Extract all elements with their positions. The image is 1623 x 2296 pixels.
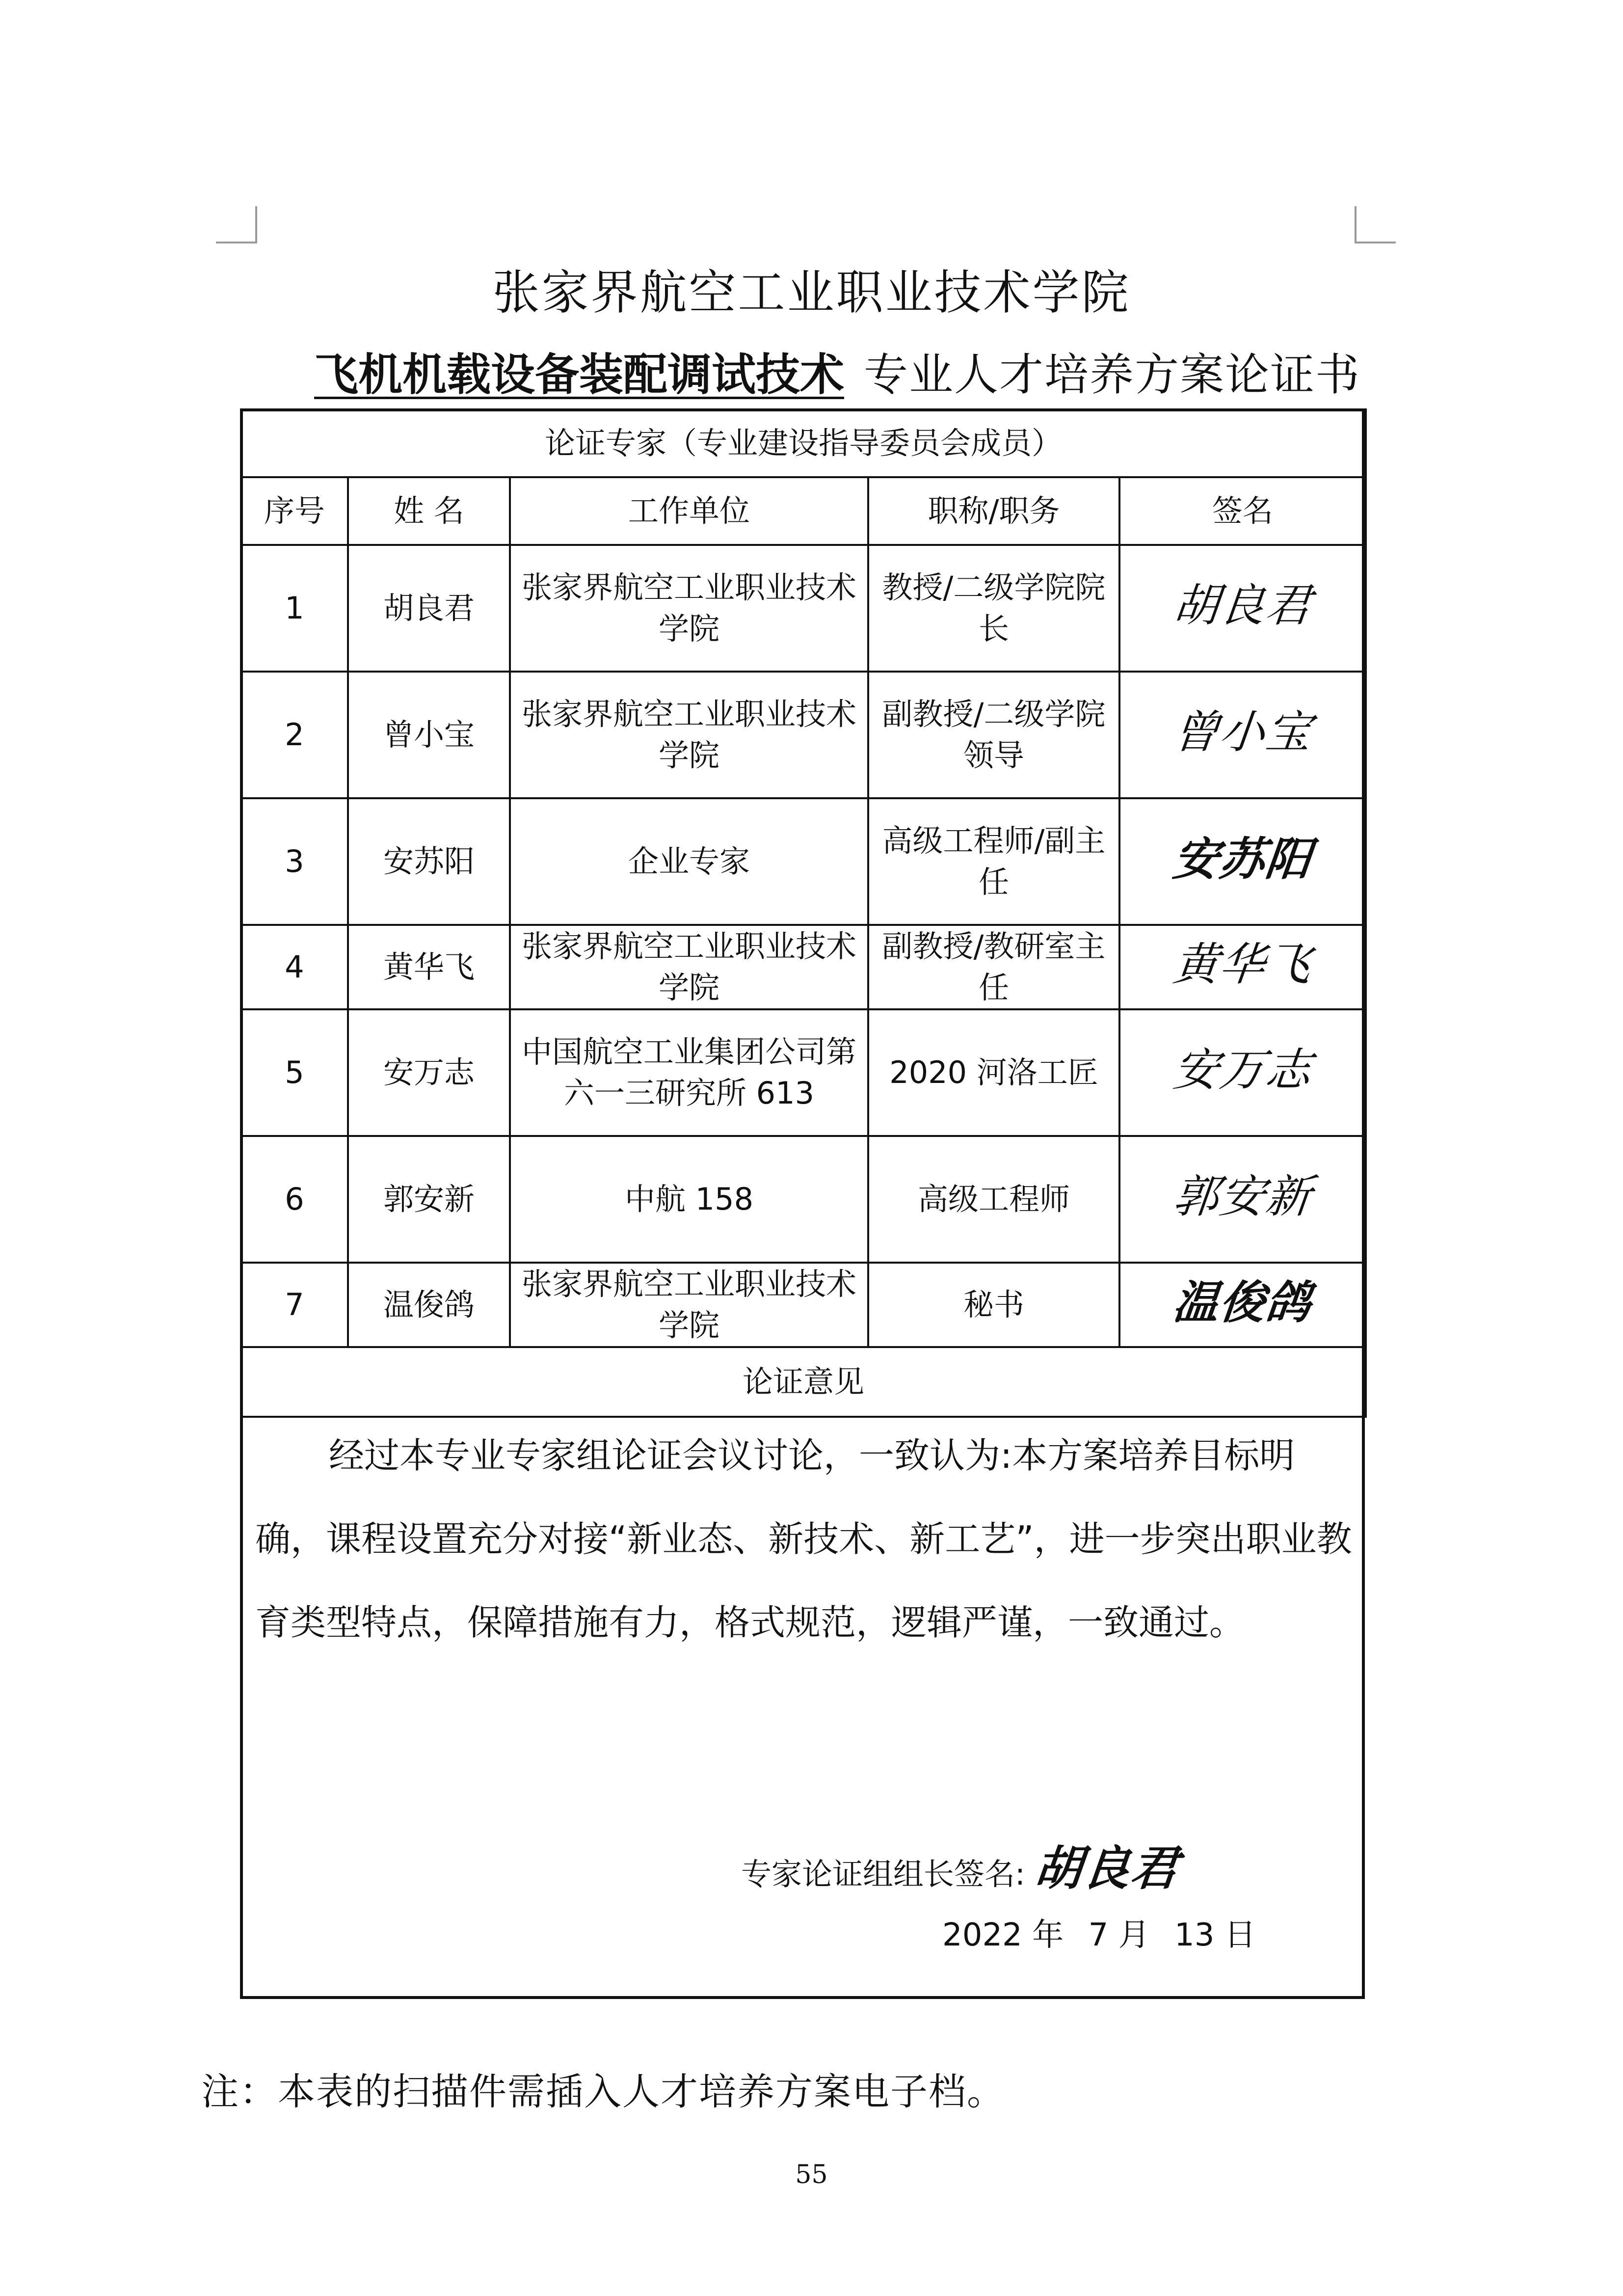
handwritten-signature: 郭安新	[1171, 1170, 1315, 1223]
handwritten-signature: 黄华飞	[1171, 938, 1315, 991]
row-number: 5	[241, 1009, 348, 1136]
expert-name: 胡良君	[348, 545, 510, 672]
expert-name: 温俊鸽	[348, 1263, 510, 1347]
signature-cell	[1119, 545, 1366, 672]
row-number: 3	[241, 798, 348, 925]
column-header: 职称/职务	[868, 477, 1119, 545]
crop-mark-top-left	[216, 206, 257, 243]
signature-cell	[1119, 1263, 1366, 1347]
column-header: 姓 名	[348, 477, 510, 545]
job-title: 副教授/二级学院领导	[868, 672, 1119, 798]
opinion-title: 论证意见	[241, 1347, 1366, 1417]
table-section-header-row	[241, 409, 1366, 477]
chief-handwritten-signature: 胡良君	[1032, 1840, 1182, 1896]
table-row	[241, 1009, 1366, 1136]
expert-name: 安万志	[348, 1009, 510, 1136]
row-number: 6	[241, 1136, 348, 1263]
section-title: 论证专家（专业建设指导委员会成员）	[241, 409, 1366, 477]
chief-signature-line	[741, 1831, 1182, 1898]
work-unit: 张家界航空工业职业技术学院	[510, 925, 868, 1009]
chief-signature-label: 专家论证组组长签名:	[741, 1856, 1025, 1892]
signature-cell	[1119, 798, 1366, 925]
date-year: 2022 年	[942, 1917, 1064, 1953]
row-number: 7	[241, 1263, 348, 1347]
expert-name: 曾小宝	[348, 672, 510, 798]
column-header: 序号	[241, 477, 348, 545]
signature-cell	[1119, 925, 1366, 1009]
expert-name: 安苏阳	[348, 798, 510, 925]
job-title: 2020 河洛工匠	[868, 1009, 1119, 1136]
row-number: 2	[241, 672, 348, 798]
work-unit: 中航 158	[510, 1136, 868, 1263]
date-month: 7 月	[1088, 1917, 1150, 1953]
handwritten-signature: 曾小宝	[1171, 706, 1315, 758]
handwritten-signature: 安苏阳	[1171, 832, 1315, 886]
table-row	[241, 672, 1366, 798]
job-title: 教授/二级学院院长	[868, 545, 1119, 672]
column-header-row	[241, 477, 1366, 545]
page-number: 55	[795, 2160, 828, 2189]
opinion-header-row	[241, 1347, 1366, 1417]
table-row	[241, 545, 1366, 672]
table-row	[241, 925, 1366, 1009]
work-unit: 张家界航空工业职业技术学院	[510, 672, 868, 798]
work-unit: 张家界航空工业职业技术学院	[510, 1263, 868, 1347]
date-day: 13 日	[1174, 1917, 1256, 1953]
row-number: 4	[241, 925, 348, 1009]
handwritten-signature: 胡良君	[1171, 579, 1315, 632]
subtitle-rest: 专业人才培养方案论证书	[864, 349, 1360, 401]
work-unit: 中国航空工业集团公司第六一三研究所 613	[510, 1009, 868, 1136]
table-row	[241, 798, 1366, 925]
opinion-paragraph: 经过本专业专家组论证会议讨论，一致认为:本方案培养目标明确，课程设置充分对接“新业态、新技术、新工艺”，进一步突出职业教育类型特点，保障措施有力，格式规范，逻辑严谨，一致通过。	[255, 1435, 1352, 1643]
opinion-body	[255, 1414, 1355, 1664]
expert-table	[240, 408, 1367, 1418]
column-header: 工作单位	[510, 477, 868, 545]
job-title: 高级工程师/副主任	[868, 798, 1119, 925]
column-header: 签名	[1119, 477, 1366, 545]
row-number: 1	[241, 545, 348, 672]
signature-cell	[1119, 1009, 1366, 1136]
job-title: 秘书	[868, 1263, 1119, 1347]
signature-cell	[1119, 672, 1366, 798]
signature-cell	[1119, 1136, 1366, 1263]
job-title: 副教授/教研室主任	[868, 925, 1119, 1009]
expert-name: 黄华飞	[348, 925, 510, 1009]
work-unit: 张家界航空工业职业技术学院	[510, 545, 868, 672]
expert-name: 郭安新	[348, 1136, 510, 1263]
handwritten-signature: 温俊鸽	[1171, 1275, 1315, 1329]
footnote: 注：本表的扫描件需插入人才培养方案电子档。	[201, 2070, 1005, 2113]
table-row	[241, 1263, 1366, 1347]
table-row	[241, 1136, 1366, 1263]
major-name: 飞机机载设备装配调试技术	[314, 349, 844, 401]
handwritten-signature: 安万志	[1171, 1044, 1315, 1096]
work-unit: 企业专家	[510, 798, 868, 925]
crop-mark-top-right	[1355, 206, 1396, 243]
document-title: 张家界航空工业职业技术学院	[492, 265, 1131, 320]
signing-date	[942, 1910, 1271, 1955]
document-subtitle	[285, 339, 1360, 403]
job-title: 高级工程师	[868, 1136, 1119, 1263]
